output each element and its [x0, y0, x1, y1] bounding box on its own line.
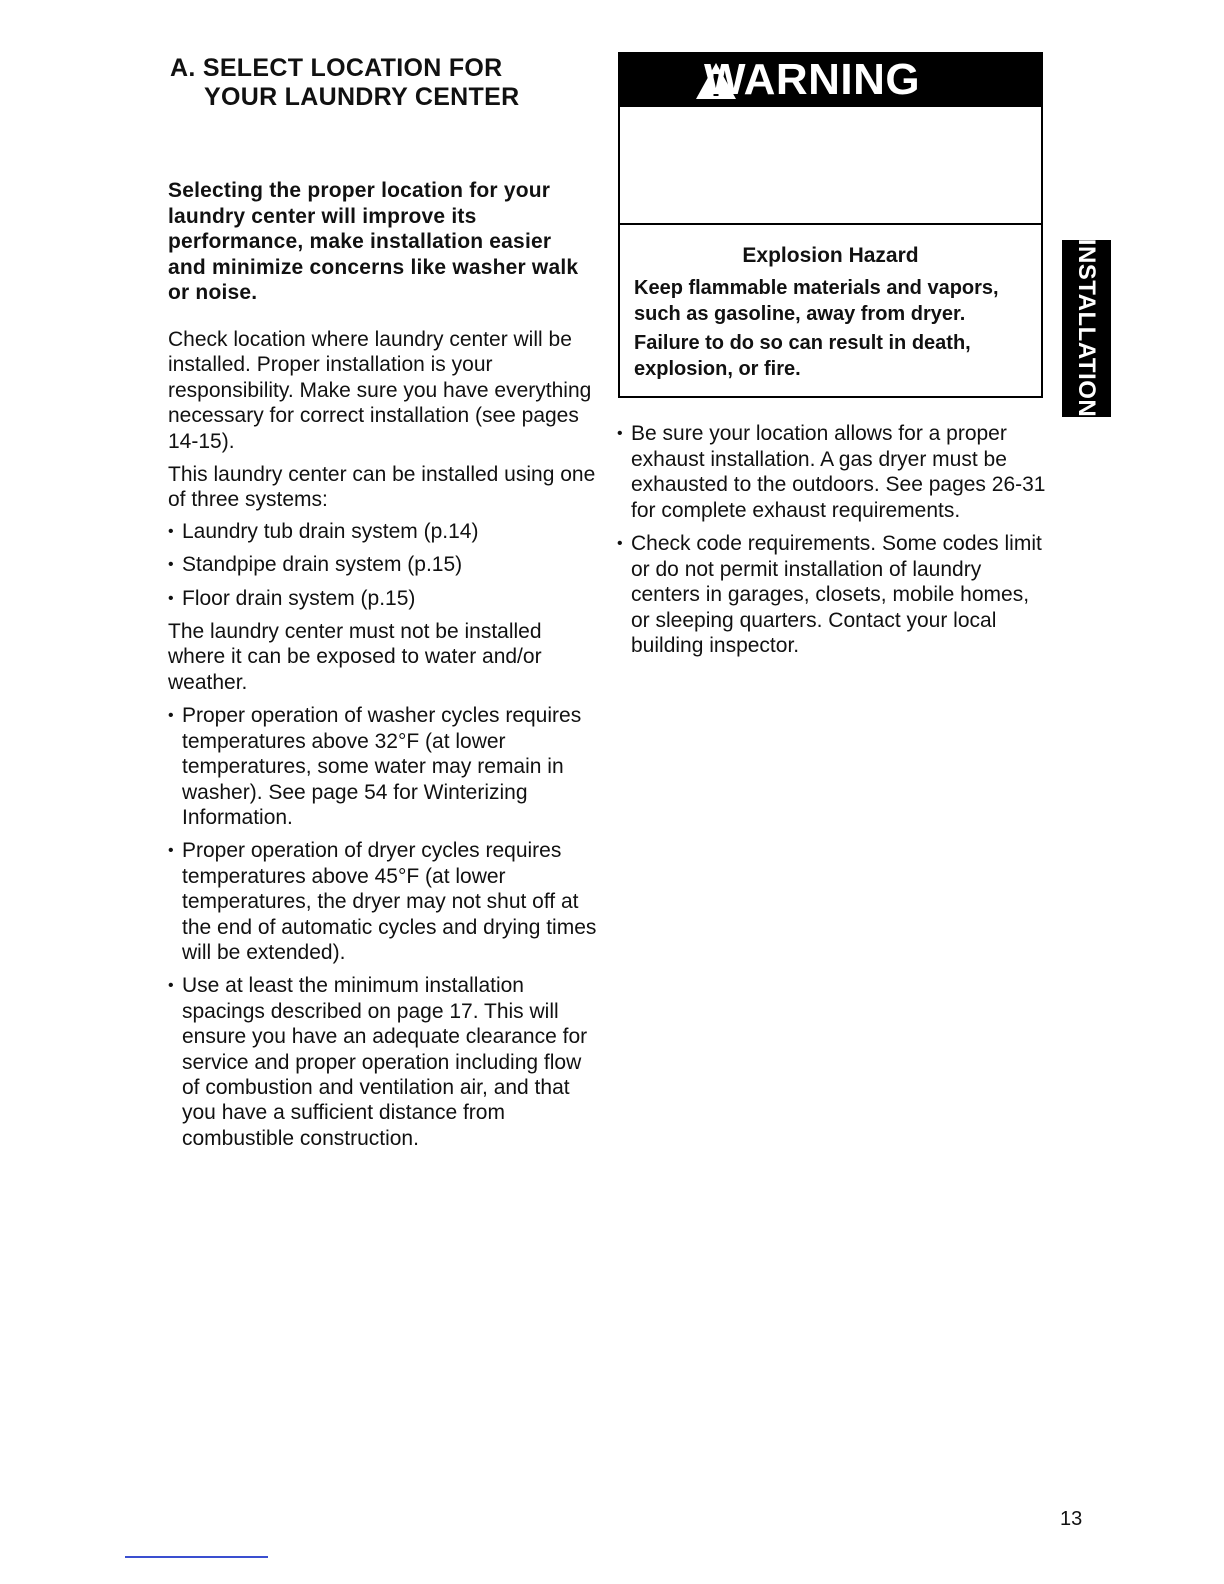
requirements-list [168, 703, 598, 1151]
list-item: • Laundry tub drain system (p.14) [168, 519, 598, 544]
warning-text-consequence: Failure to do so can result in death, explosion, or fire. [634, 332, 971, 380]
warning-label: WARNING [704, 55, 921, 104]
heading-line-1: A. SELECT LOCATION FOR [170, 54, 503, 82]
footer-rule [125, 1556, 268, 1558]
side-tab-label: INSTALLATION [1073, 238, 1100, 418]
section-heading [170, 54, 570, 112]
warning-title: Explosion Hazard [742, 244, 919, 267]
page-number: 13 [1060, 1508, 1083, 1530]
right-column [617, 421, 1047, 667]
intro-text: Selecting the proper location for your laundry center will improve its performance, make installation easier and minimize concerns like washer walk or noise. [168, 179, 579, 305]
warning-text-keep-away: Keep flammable materials and vapors, such as gasoline, away from dryer. [634, 277, 999, 325]
drain-systems-list [168, 519, 598, 611]
list-item: • Be sure your location allows for a proper exhaust installation. A gas dryer must be exhausted to the outdoors. See pages 26-31 for complete exhaust requirements. [617, 421, 1047, 523]
list-item: • Proper operation of dryer cycles requires temperatures above 45°F (at lower temperatures, the dryer may not shut off at the end of automatic cycles and drying times will be extended). [168, 838, 598, 965]
paragraph-exposure: The laundry center must not be installed where it can be exposed to water and/or weather. [168, 620, 542, 694]
location-requirements-list [617, 421, 1047, 659]
warning-divider [618, 223, 1043, 225]
paragraph-systems-intro: This laundry center can be installed using one of three systems: [168, 463, 596, 512]
list-item: • Floor drain system (p.15) [168, 586, 598, 611]
list-item: • Standpipe drain system (p.15) [168, 552, 598, 577]
paragraph-check-location: Check location where laundry center will be installed. Proper installation is your responsibility. Make sure you have everything necessary for correct installation (see pages 14-15). [168, 328, 592, 453]
heading-line-2: YOUR LAUNDRY CENTER [204, 83, 520, 111]
left-column [168, 327, 598, 1159]
list-item: • Check code requirements. Some codes limit or do not permit installation of laundry centers in garages, closets, mobile homes, or sleeping quarters. Contact your local building inspector. [617, 531, 1047, 659]
list-item: • Proper operation of washer cycles requires temperatures above 32°F (at lower temperatures, some water may remain in washer). See page 54 for Winterizing Information. [168, 703, 598, 830]
list-item: • Use at least the minimum installation spacings described on page 17. This will ensure you have an adequate clearance for service and proper operation including flow of combustion and ventilation air, and that you have a sufficient distance from combustible construction. [168, 973, 598, 1151]
